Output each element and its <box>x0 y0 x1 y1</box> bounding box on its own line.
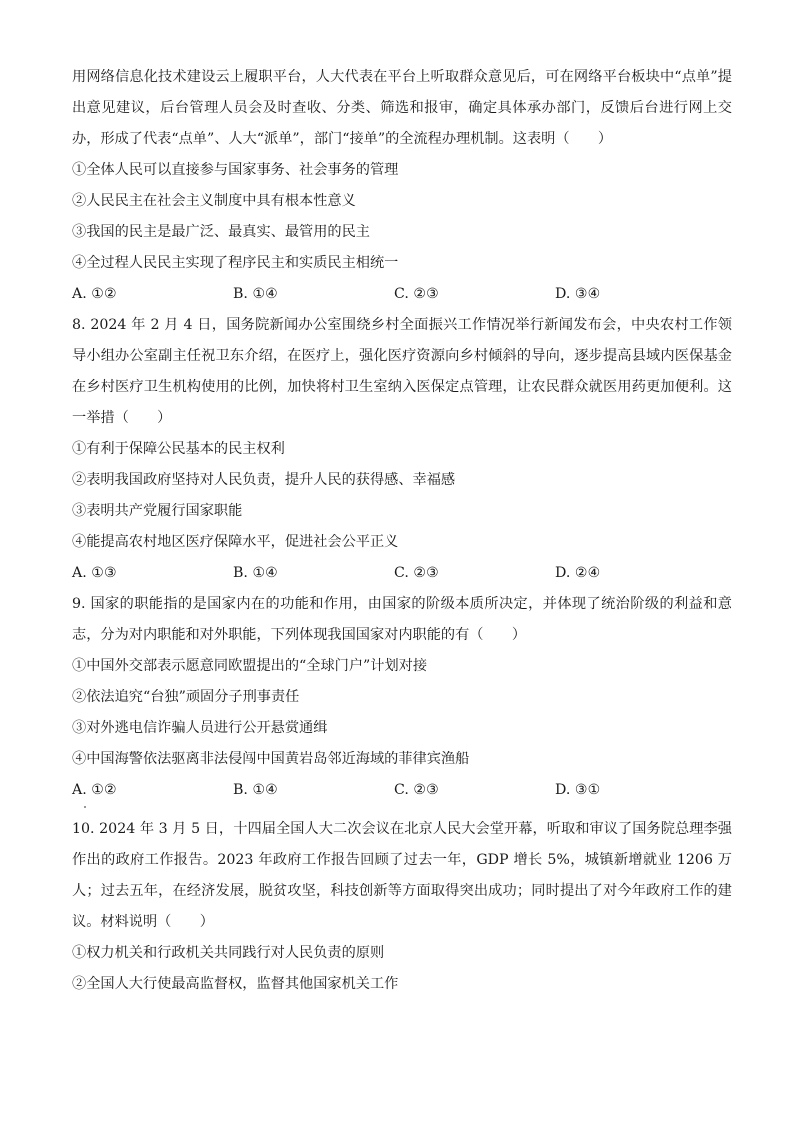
question-10 <box>72 814 732 1000</box>
choice-a[interactable]: A. ①③ <box>72 565 117 581</box>
answer-choices <box>72 775 732 806</box>
question-stem: 8. 2024 年 2 月 4 日，国务院新闻办公室围绕乡村全面振兴工作情况举行新闻发布会，中央农村工作领导小组办公室副主任祝卫东介绍，在医疗上，强化医疗资源向乡村倾斜的导向，逐步提高县域内医保基金在乡村医疗卫生机构使用的比例，加快将村卫生室纳入医保定点管理，让农民群众就医用药更加便利。这一举措（ ） <box>72 317 732 426</box>
option-1: ①中国外交部表示愿意同欧盟提出的“全球门户”计划对接 <box>72 658 428 674</box>
option-3: ③对外逃电信诈骗人员进行公开悬赏通缉 <box>72 720 328 736</box>
option-2: ②全国人大行使最高监督权，监督其他国家机关工作 <box>72 976 399 992</box>
option-3: ③表明共产党履行国家职能 <box>72 503 243 519</box>
option-2: ②人民民主在社会主义制度中具有根本性意义 <box>72 193 356 209</box>
choice-d[interactable]: D. ②④ <box>555 565 601 581</box>
option-2: ②表明我国政府坚持对人民负责，提升人民的获得感、幸福感 <box>72 472 456 488</box>
choice-a[interactable]: A. ①② <box>72 782 117 798</box>
choice-b[interactable]: B. ①④ <box>233 565 278 581</box>
choice-c[interactable]: C. ②③ <box>394 782 439 798</box>
choice-a[interactable]: A. ①② <box>72 286 117 302</box>
choice-d[interactable]: D. ③④ <box>555 286 601 302</box>
question-8 <box>72 310 732 589</box>
question-stem: 9. 国家的职能指的是国家内在的功能和作用，由国家的阶级本质所决定，并体现了统治阶级的利益和意志，分为对内职能和对外职能，下列体现我国国家对内职能的有（ ） <box>72 596 732 643</box>
choice-b[interactable]: B. ①④ <box>233 782 278 798</box>
question-9 <box>72 589 732 806</box>
option-4: ④全过程人民民主实现了程序民主和实质民主相统一 <box>72 255 399 271</box>
option-1: ①有利于保障公民基本的民主权利 <box>72 441 285 457</box>
option-1: ①全体人民可以直接参与国家事务、社会事务的管理 <box>72 162 399 178</box>
choice-b[interactable]: B. ①④ <box>233 286 278 302</box>
question-stem: 10. 2024 年 3 月 5 日，十四届全国人大二次会议在北京人民大会堂开幕，听取和审议了国务院总理李强作出的政府工作报告。2023 年政府工作报告回顾了过去一年，GDP 增长 5%，城镇新增就业 1206 万人；过去五年，在经济发展，脱贫攻坚，科技创新等方面取得突出成功；同时提出了对今年政府工作的建议。材料说明（ ） <box>72 821 732 930</box>
stray-dot-mark <box>84 806 86 808</box>
answer-choices <box>72 558 732 589</box>
option-3: ③我国的民主是最广泛、最真实、最管用的民主 <box>72 224 370 240</box>
option-1: ①权力机关和行政机关共同践行对人民负责的原则 <box>72 945 385 961</box>
option-2: ②依法追究“台独”顽固分子刑事责任 <box>72 689 300 705</box>
exam-page <box>72 62 732 1000</box>
option-4: ④中国海警依法驱离非法侵闯中国黄岩岛邻近海域的菲律宾渔船 <box>72 751 470 767</box>
question-7 <box>72 62 732 310</box>
choice-d[interactable]: D. ③① <box>555 782 601 798</box>
answer-choices <box>72 279 732 310</box>
question-stem: 用网络信息化技术建设云上履职平台，人大代表在平台上听取群众意见后，可在网络平台板块中“点单”提出意见建议，后台管理人员会及时查收、分类、筛选和报审，确定具体承办部门，反馈后台进行网上交办，形成了代表“点单”、人大“派单”，部门“接单”的全流程办理机制。这表明（ ） <box>72 69 732 147</box>
choice-c[interactable]: C. ②③ <box>394 286 439 302</box>
choice-c[interactable]: C. ②③ <box>394 565 439 581</box>
option-4: ④能提高农村地区医疗保障水平，促进社会公平正义 <box>72 534 399 550</box>
